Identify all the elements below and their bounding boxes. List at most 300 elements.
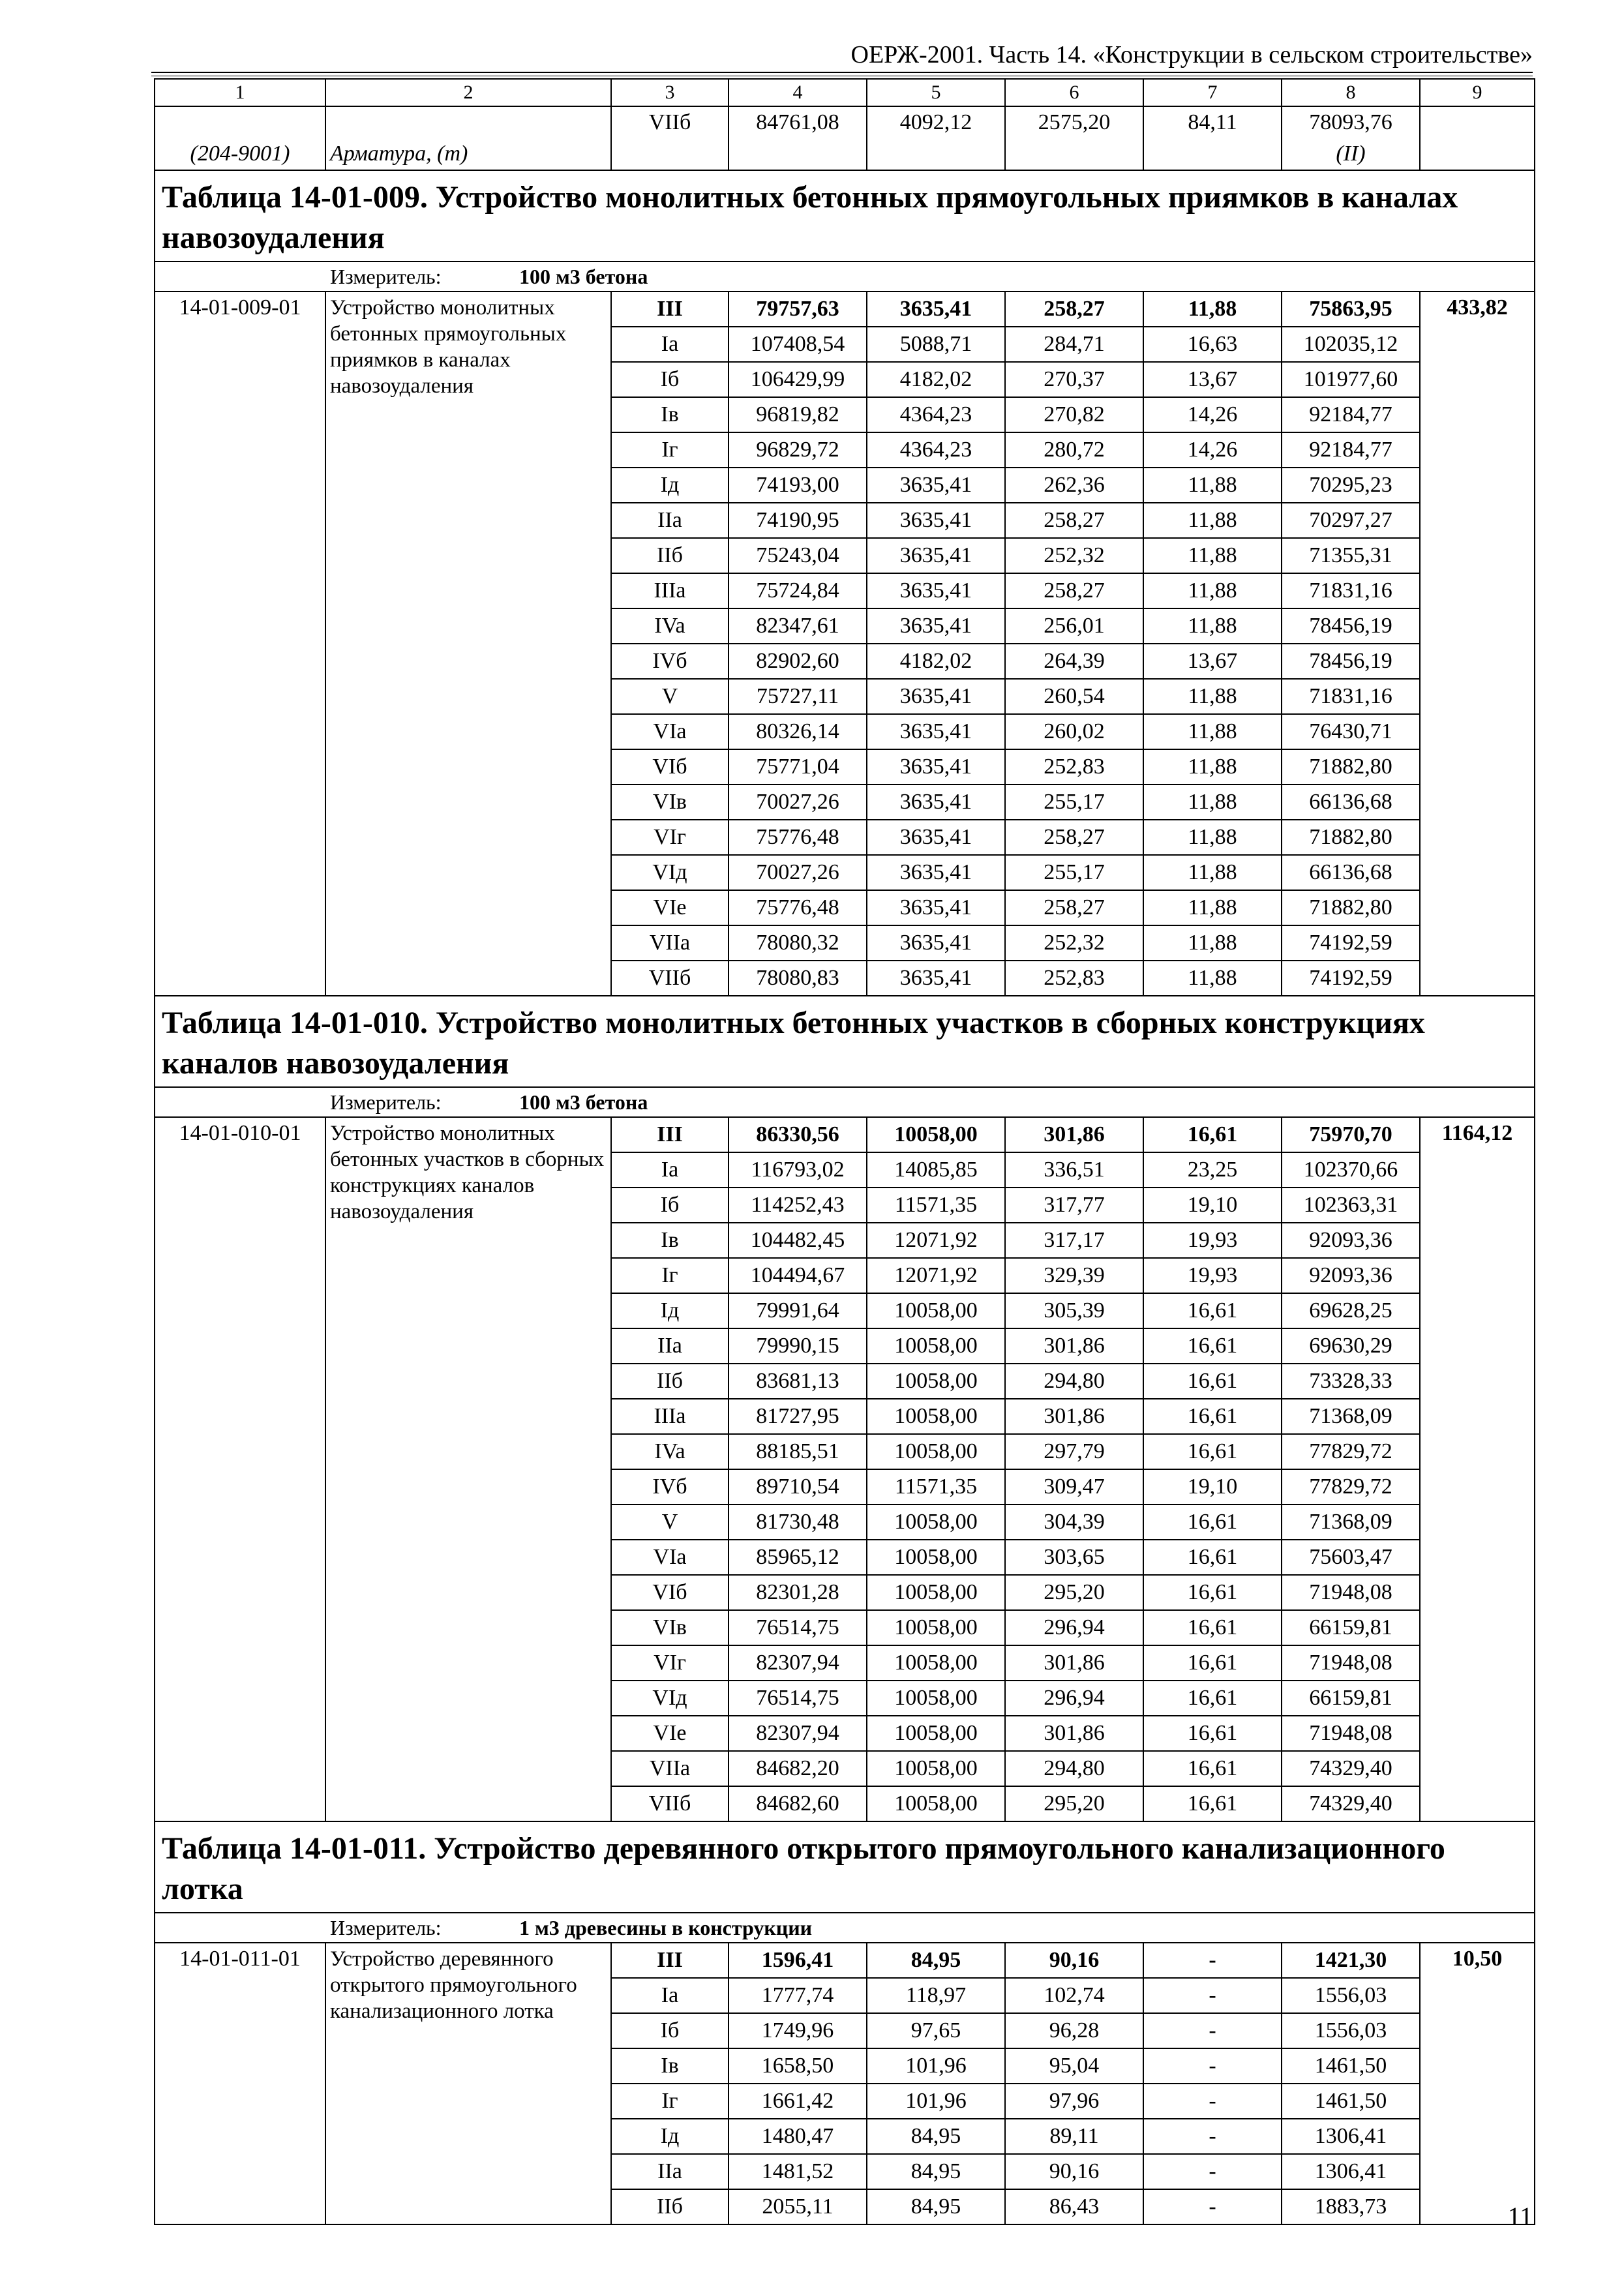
- value-cell: 16,61: [1143, 1293, 1282, 1328]
- value-cell: 75776,48: [729, 890, 867, 925]
- value-cell: 16,61: [1143, 1364, 1282, 1399]
- value-cell: 1777,74: [729, 1978, 867, 2013]
- value-cell: -: [1143, 2119, 1282, 2154]
- value-cell: 3635,41: [867, 925, 1005, 961]
- value-cell: 296,94: [1005, 1681, 1143, 1716]
- labor-cost: 10,50: [1420, 1943, 1535, 2224]
- value-cell: 89,11: [1005, 2119, 1143, 2154]
- value-cell: 258,27: [1005, 503, 1143, 538]
- value-cell: 2575,20: [1005, 106, 1143, 138]
- table-row: [155, 292, 1535, 327]
- table-title: Таблица 14-01-010. Устройство монолитных бетонных участков в сборных конструкциях каналов навозоудаления: [155, 996, 1535, 1087]
- page-header-title: ОЕРЖ-2001. Часть 14. «Конструкции в сельском строительстве»: [850, 41, 1533, 68]
- value-cell: 80326,14: [729, 714, 867, 749]
- value-cell: 90,16: [1005, 1943, 1143, 1978]
- value-cell: 76430,71: [1282, 714, 1420, 749]
- value-cell: 10058,00: [867, 1645, 1005, 1681]
- value-cell: 11,88: [1143, 468, 1282, 503]
- value-cell: 294,80: [1005, 1751, 1143, 1786]
- value-cell: 10058,00: [867, 1540, 1005, 1575]
- value-cell: 66136,68: [1282, 785, 1420, 820]
- value-cell: 1461,50: [1282, 2084, 1420, 2119]
- header-rule: [151, 72, 1533, 73]
- zone-cell: Iд: [611, 1293, 729, 1328]
- value-cell: 11,88: [1143, 785, 1282, 820]
- value-cell: 13,67: [1143, 362, 1282, 397]
- value-cell: 75727,11: [729, 679, 867, 714]
- zone-cell: IIa: [611, 1328, 729, 1364]
- value-cell: 2055,11: [729, 2189, 867, 2224]
- value-cell: 96829,72: [729, 432, 867, 468]
- value-cell: 83681,13: [729, 1364, 867, 1399]
- value-cell: 252,83: [1005, 749, 1143, 785]
- value-cell: 70027,26: [729, 785, 867, 820]
- continuation-row-2: [155, 138, 1535, 170]
- value-cell: 101,96: [867, 2084, 1005, 2119]
- value-cell: 258,27: [1005, 292, 1143, 327]
- value-cell: 116793,02: [729, 1152, 867, 1188]
- value-cell: 102363,31: [1282, 1188, 1420, 1223]
- value-cell: 301,86: [1005, 1645, 1143, 1681]
- value-cell: 71831,16: [1282, 573, 1420, 608]
- value-cell: 16,61: [1143, 1681, 1282, 1716]
- value-cell: 11,88: [1143, 573, 1282, 608]
- value-cell: 303,65: [1005, 1540, 1143, 1575]
- value-cell: 309,47: [1005, 1469, 1143, 1504]
- rate-code: 14-01-011-01: [155, 1943, 325, 2224]
- value-cell: 84682,60: [729, 1786, 867, 1821]
- zone-cell: IVa: [611, 608, 729, 644]
- value-cell: 86,43: [1005, 2189, 1143, 2224]
- value-cell: 11571,35: [867, 1469, 1005, 1504]
- value-cell: 260,54: [1005, 679, 1143, 714]
- value-cell: 71948,08: [1282, 1575, 1420, 1610]
- zone-cell: VIa: [611, 714, 729, 749]
- value-cell: -: [1143, 2048, 1282, 2084]
- zone-cell: V: [611, 679, 729, 714]
- value-cell: 82307,94: [729, 1645, 867, 1681]
- value-cell: 16,61: [1143, 1786, 1282, 1821]
- value-cell: 84,11: [1143, 106, 1282, 138]
- labor-cost: 433,82: [1420, 292, 1535, 996]
- value-cell: 1421,30: [1282, 1943, 1420, 1978]
- value-cell: 16,61: [1143, 1504, 1282, 1540]
- value-cell: 74329,40: [1282, 1751, 1420, 1786]
- value-cell: 71948,08: [1282, 1645, 1420, 1681]
- value-cell: 11,88: [1143, 925, 1282, 961]
- zone-cell: Iд: [611, 2119, 729, 2154]
- zone-cell: IVб: [611, 1469, 729, 1504]
- zone-cell: VIIa: [611, 925, 729, 961]
- value-cell: 71831,16: [1282, 679, 1420, 714]
- value-cell: 14085,85: [867, 1152, 1005, 1188]
- value-cell: 92093,36: [1282, 1223, 1420, 1258]
- value-cell: 260,02: [1005, 714, 1143, 749]
- zone-cell: V: [611, 1504, 729, 1540]
- value-cell: 3635,41: [867, 714, 1005, 749]
- value-cell: 19,10: [1143, 1469, 1282, 1504]
- value-cell: 97,65: [867, 2013, 1005, 2048]
- value-cell: 258,27: [1005, 890, 1143, 925]
- value-cell: 74193,00: [729, 468, 867, 503]
- value-cell: 70295,23: [1282, 468, 1420, 503]
- unit-label: Измеритель:: [330, 265, 442, 288]
- zone-cell: VIв: [611, 785, 729, 820]
- value-cell: 79990,15: [729, 1328, 867, 1364]
- value-cell: 4092,12: [867, 106, 1005, 138]
- value-cell: 16,61: [1143, 1716, 1282, 1751]
- value-cell: 74190,95: [729, 503, 867, 538]
- zone-cell: III: [611, 1943, 729, 1978]
- value-cell: 16,63: [1143, 327, 1282, 362]
- value-cell: 1306,41: [1282, 2119, 1420, 2154]
- zone-cell: IVб: [611, 644, 729, 679]
- value-cell: 11,88: [1143, 292, 1282, 327]
- value-cell: 84,95: [867, 2189, 1005, 2224]
- value-cell: 252,32: [1005, 925, 1143, 961]
- value-cell: 88185,51: [729, 1434, 867, 1469]
- value-cell: 3635,41: [867, 961, 1005, 996]
- value-cell: -: [1143, 1978, 1282, 2013]
- value-cell: 264,39: [1005, 644, 1143, 679]
- column-number: 7: [1143, 79, 1282, 106]
- value-cell: 84761,08: [729, 106, 867, 138]
- value-cell: 16,61: [1143, 1645, 1282, 1681]
- value-cell: 84,95: [867, 2154, 1005, 2189]
- zone-cell: Iб: [611, 1188, 729, 1223]
- value-cell: 107408,54: [729, 327, 867, 362]
- zone-cell: IIб: [611, 538, 729, 573]
- value-cell: 3635,41: [867, 890, 1005, 925]
- column-number: 9: [1420, 79, 1535, 106]
- value-cell: 304,39: [1005, 1504, 1143, 1540]
- value-cell: 66136,68: [1282, 855, 1420, 890]
- value-cell: 19,93: [1143, 1258, 1282, 1293]
- value-cell: 11,88: [1143, 679, 1282, 714]
- value-cell: 75776,48: [729, 820, 867, 855]
- value-cell: 71368,09: [1282, 1399, 1420, 1434]
- value-cell: 71368,09: [1282, 1504, 1420, 1540]
- value-cell: 92093,36: [1282, 1258, 1420, 1293]
- value-cell: 305,39: [1005, 1293, 1143, 1328]
- value-cell: 95,04: [1005, 2048, 1143, 2084]
- column-number-row: [155, 79, 1535, 106]
- value-cell: 102,74: [1005, 1978, 1143, 2013]
- value-cell: 78456,19: [1282, 608, 1420, 644]
- value-cell: 66159,81: [1282, 1681, 1420, 1716]
- value-cell: 75970,70: [1282, 1117, 1420, 1152]
- value-cell: 71882,80: [1282, 820, 1420, 855]
- value-cell: 4182,02: [867, 362, 1005, 397]
- value-cell: 75603,47: [1282, 1540, 1420, 1575]
- rate-code: 14-01-010-01: [155, 1117, 325, 1821]
- value-cell: 10058,00: [867, 1364, 1005, 1399]
- value-cell: 16,61: [1143, 1328, 1282, 1364]
- value-cell: 10058,00: [867, 1293, 1005, 1328]
- resource-name: Арматура, (т): [325, 138, 611, 170]
- value-cell: 3635,41: [867, 292, 1005, 327]
- value-cell: -: [1143, 1943, 1282, 1978]
- value-cell: 10058,00: [867, 1716, 1005, 1751]
- labor-cost: 1164,12: [1420, 1117, 1535, 1821]
- value-cell: 11,88: [1143, 608, 1282, 644]
- value-cell: 270,82: [1005, 397, 1143, 432]
- zone-cell: Iв: [611, 2048, 729, 2084]
- continuation-row: [155, 106, 1535, 138]
- zone-cell: Iг: [611, 2084, 729, 2119]
- value-cell: 78080,32: [729, 925, 867, 961]
- zone-cell: IVa: [611, 1434, 729, 1469]
- value-cell: 16,61: [1143, 1540, 1282, 1575]
- value-cell: 10058,00: [867, 1610, 1005, 1645]
- unit-row: [155, 1913, 1535, 1943]
- value-cell: 19,10: [1143, 1188, 1282, 1223]
- value-cell: 85965,12: [729, 1540, 867, 1575]
- value-cell: 97,96: [1005, 2084, 1143, 2119]
- value-cell: 90,16: [1005, 2154, 1143, 2189]
- value-cell: 4182,02: [867, 644, 1005, 679]
- value-cell: 74192,59: [1282, 925, 1420, 961]
- value-cell: 255,17: [1005, 785, 1143, 820]
- value-cell: 255,17: [1005, 855, 1143, 890]
- value-cell: 11,88: [1143, 890, 1282, 925]
- price-table: [154, 78, 1535, 2225]
- column-number: 5: [867, 79, 1005, 106]
- value-cell: -: [1143, 2013, 1282, 2048]
- zone-cell: Iг: [611, 1258, 729, 1293]
- value-cell: 11571,35: [867, 1188, 1005, 1223]
- unit-label: Измеритель:: [330, 1090, 442, 1114]
- value-cell: 92184,77: [1282, 432, 1420, 468]
- zone-cell: VIe: [611, 890, 729, 925]
- value-cell: 11,88: [1143, 538, 1282, 573]
- value-cell: 5088,71: [867, 327, 1005, 362]
- column-number: 8: [1282, 79, 1420, 106]
- value-cell: 14,26: [1143, 397, 1282, 432]
- zone-cell: IIIa: [611, 573, 729, 608]
- value-cell: 270,37: [1005, 362, 1143, 397]
- unit-label: Измеритель:: [330, 1916, 442, 1939]
- value-cell: 16,61: [1143, 1575, 1282, 1610]
- value-cell: -: [1143, 2154, 1282, 2189]
- value-cell: 84,95: [867, 1943, 1005, 1978]
- value-cell: 74192,59: [1282, 961, 1420, 996]
- value-cell: 3635,41: [867, 468, 1005, 503]
- value-cell: 3635,41: [867, 785, 1005, 820]
- column-number: 6: [1005, 79, 1143, 106]
- zone-cell: VIб: [611, 749, 729, 785]
- value-cell: 258,27: [1005, 820, 1143, 855]
- column-number: 4: [729, 79, 867, 106]
- zone-cell: VIв: [611, 1610, 729, 1645]
- table-title-row: [155, 1821, 1535, 1913]
- value-cell: 10058,00: [867, 1117, 1005, 1152]
- zone-cell: VIIб: [611, 961, 729, 996]
- value-cell: 106429,99: [729, 362, 867, 397]
- value-cell: 75724,84: [729, 573, 867, 608]
- unit-cell: [155, 1913, 1535, 1943]
- zone-cell: III: [611, 292, 729, 327]
- value-cell: 102035,12: [1282, 327, 1420, 362]
- value-cell: 70027,26: [729, 855, 867, 890]
- table-title: Таблица 14-01-011. Устройство деревянного открытого прямоугольного канализационного лотка: [155, 1821, 1535, 1913]
- value-cell: 16,61: [1143, 1399, 1282, 1434]
- value-cell: 258,27: [1005, 573, 1143, 608]
- value-cell: 75771,04: [729, 749, 867, 785]
- zone-cell: Iв: [611, 1223, 729, 1258]
- value-cell: 329,39: [1005, 1258, 1143, 1293]
- unit-value: 100 м3 бетона: [519, 265, 648, 288]
- value-cell: 81727,95: [729, 1399, 867, 1434]
- value-cell: 77829,72: [1282, 1469, 1420, 1504]
- value-cell: 71948,08: [1282, 1716, 1420, 1751]
- value-cell: 3635,41: [867, 749, 1005, 785]
- value-cell: 16,61: [1143, 1434, 1282, 1469]
- value-cell: 1480,47: [729, 2119, 867, 2154]
- rate-description: Устройство деревянного открытого прямоугольного канализационного лотка: [325, 1943, 611, 2224]
- value-cell: 1596,41: [729, 1943, 867, 1978]
- value-cell: 1461,50: [1282, 2048, 1420, 2084]
- value-cell: 3635,41: [867, 679, 1005, 714]
- value-cell: -: [1143, 2084, 1282, 2119]
- value-cell: 1306,41: [1282, 2154, 1420, 2189]
- zone-cell: VIд: [611, 1681, 729, 1716]
- value-cell: 75863,95: [1282, 292, 1420, 327]
- value-cell: 262,36: [1005, 468, 1143, 503]
- value-cell: 3635,41: [867, 538, 1005, 573]
- value-cell: 86330,56: [729, 1117, 867, 1152]
- value-cell: 10058,00: [867, 1681, 1005, 1716]
- value-cell: 3635,41: [867, 503, 1005, 538]
- zone-cell: VIe: [611, 1716, 729, 1751]
- page-number: 11: [1507, 2202, 1533, 2231]
- value-cell: 1749,96: [729, 2013, 867, 2048]
- value-cell: 82347,61: [729, 608, 867, 644]
- value-cell: 89710,54: [729, 1469, 867, 1504]
- zone-cell: VIa: [611, 1540, 729, 1575]
- value-cell: 82301,28: [729, 1575, 867, 1610]
- table-row: [155, 1117, 1535, 1152]
- zone-cell: Ia: [611, 1978, 729, 2013]
- value-cell: 11,88: [1143, 855, 1282, 890]
- zone-cell: IIIa: [611, 1399, 729, 1434]
- zone-cell: Iг: [611, 432, 729, 468]
- column-number: 2: [325, 79, 611, 106]
- value-cell: 12071,92: [867, 1258, 1005, 1293]
- value-cell: 3635,41: [867, 608, 1005, 644]
- value-cell: 82902,60: [729, 644, 867, 679]
- value-cell: 256,01: [1005, 608, 1143, 644]
- value-cell: 11,88: [1143, 961, 1282, 996]
- value-cell: 10058,00: [867, 1575, 1005, 1610]
- value-cell: 295,20: [1005, 1786, 1143, 1821]
- unit-row: [155, 1087, 1535, 1117]
- value-cell: 301,86: [1005, 1117, 1143, 1152]
- value-cell: 3635,41: [867, 855, 1005, 890]
- value-cell: 11,88: [1143, 820, 1282, 855]
- value-cell: 1883,73: [1282, 2189, 1420, 2224]
- zone-cell: VIб: [611, 1575, 729, 1610]
- zone-cell: Ia: [611, 1152, 729, 1188]
- zone-cell: VIг: [611, 820, 729, 855]
- rate-description: Устройство монолитных бетонных участков в сборных конструкциях каналов навозоудаления: [325, 1117, 611, 1821]
- zone-cell: VIг: [611, 1645, 729, 1681]
- value-cell: 1658,50: [729, 2048, 867, 2084]
- value-cell: 10058,00: [867, 1504, 1005, 1540]
- value-cell: 101,96: [867, 2048, 1005, 2084]
- value-cell: 104482,45: [729, 1223, 867, 1258]
- table-title-row: [155, 996, 1535, 1087]
- value-cell: 317,17: [1005, 1223, 1143, 1258]
- value-cell: 252,32: [1005, 538, 1143, 573]
- value-cell: 75243,04: [729, 538, 867, 573]
- value-cell: 10058,00: [867, 1399, 1005, 1434]
- value-cell: 3635,41: [867, 573, 1005, 608]
- value-cell: 78080,83: [729, 961, 867, 996]
- unit-value: 100 м3 бетона: [519, 1090, 648, 1114]
- unit-cell: [155, 1087, 1535, 1117]
- unit-cell: [155, 262, 1535, 292]
- value-cell: 71882,80: [1282, 890, 1420, 925]
- value-cell: 84,95: [867, 2119, 1005, 2154]
- value-cell: 10058,00: [867, 1751, 1005, 1786]
- value-cell: 73328,33: [1282, 1364, 1420, 1399]
- value-cell: 70297,27: [1282, 503, 1420, 538]
- value-cell: 10058,00: [867, 1328, 1005, 1364]
- value-cell: 10058,00: [867, 1786, 1005, 1821]
- zone-cell: Iд: [611, 468, 729, 503]
- value-cell: 69630,29: [1282, 1328, 1420, 1364]
- zone-cell: IIa: [611, 503, 729, 538]
- value-cell: 76514,75: [729, 1610, 867, 1645]
- value-cell: 82307,94: [729, 1716, 867, 1751]
- value-cell: 96,28: [1005, 2013, 1143, 2048]
- value-cell: 317,77: [1005, 1188, 1143, 1223]
- zone-cell: Ia: [611, 327, 729, 362]
- value-cell: 4364,23: [867, 397, 1005, 432]
- value-cell: 16,61: [1143, 1610, 1282, 1645]
- value-cell: 11,88: [1143, 503, 1282, 538]
- value-cell: 336,51: [1005, 1152, 1143, 1188]
- zone-cell: IIб: [611, 1364, 729, 1399]
- value-cell: 78456,19: [1282, 644, 1420, 679]
- value-cell: 1556,03: [1282, 2013, 1420, 2048]
- value-cell: 84682,20: [729, 1751, 867, 1786]
- value-cell: 297,79: [1005, 1434, 1143, 1469]
- value-cell: 1556,03: [1282, 1978, 1420, 2013]
- column-number: 1: [155, 79, 325, 106]
- value-cell: 301,86: [1005, 1328, 1143, 1364]
- value-cell: 71882,80: [1282, 749, 1420, 785]
- value-cell: 280,72: [1005, 432, 1143, 468]
- value-cell: 92184,77: [1282, 397, 1420, 432]
- value-cell: 11,88: [1143, 749, 1282, 785]
- value-cell: 79757,63: [729, 292, 867, 327]
- value-cell: 16,61: [1143, 1751, 1282, 1786]
- value-cell: 301,86: [1005, 1716, 1143, 1751]
- column-number: 3: [611, 79, 729, 106]
- value-cell: 101977,60: [1282, 362, 1420, 397]
- zone-cell: IIб: [611, 2189, 729, 2224]
- value-cell: 294,80: [1005, 1364, 1143, 1399]
- value-cell: 77829,72: [1282, 1434, 1420, 1469]
- value-cell: 12071,92: [867, 1223, 1005, 1258]
- value-cell: 296,94: [1005, 1610, 1143, 1645]
- zone-cell: III: [611, 1117, 729, 1152]
- value-cell: 10058,00: [867, 1434, 1005, 1469]
- resource-code: (204-9001): [155, 138, 325, 170]
- value-cell: 284,71: [1005, 327, 1143, 362]
